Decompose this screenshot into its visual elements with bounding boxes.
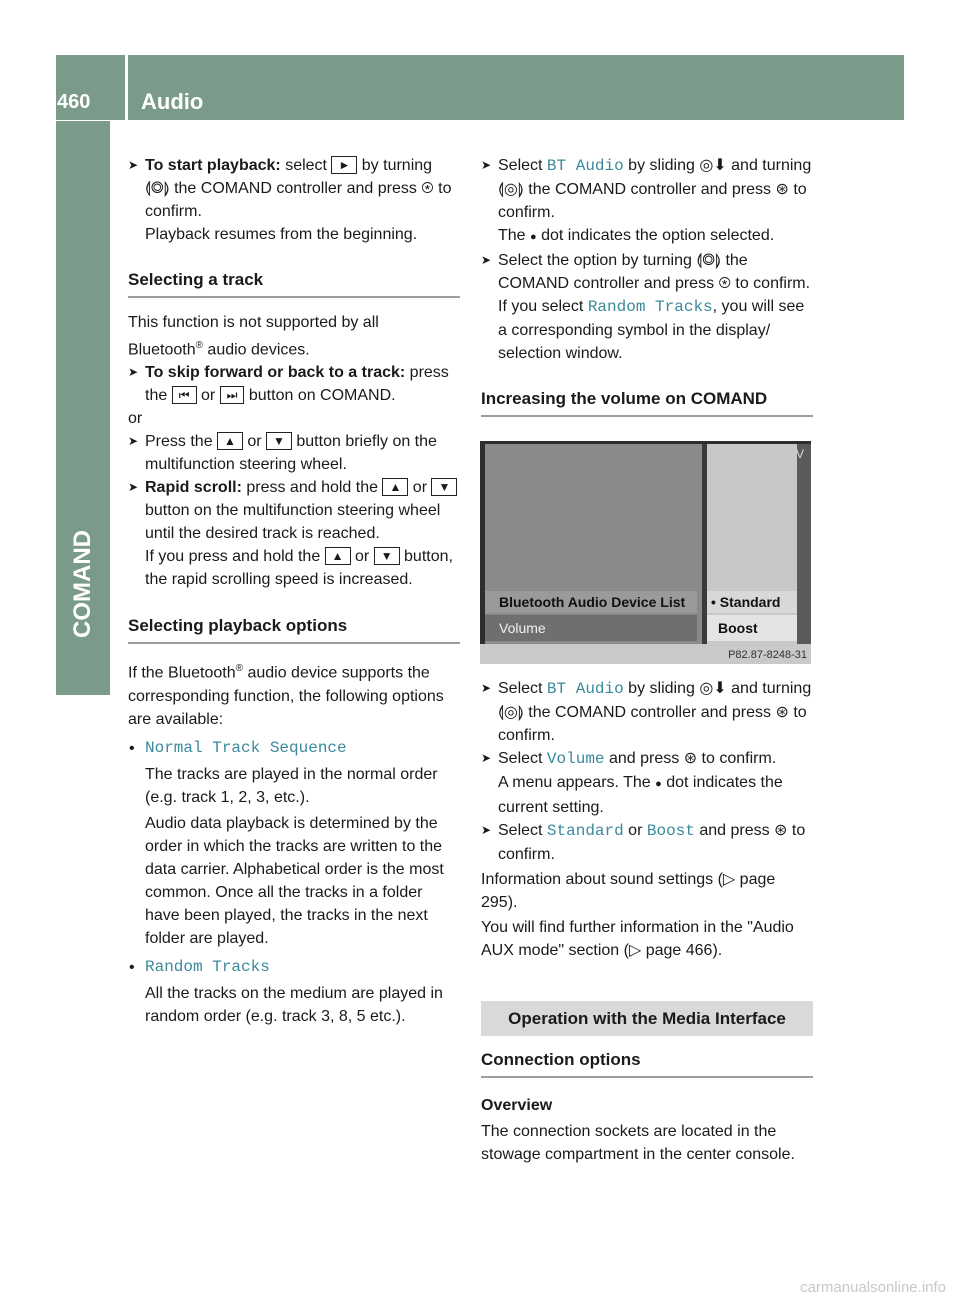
section-banner: Operation with the Media Interface [481,1001,813,1036]
step-arrow-icon: ➤ [128,365,139,380]
option-normal-track-sequence: • Normal Track Sequence The tracks are played in the normal order (e.g. track 1, 2, 3, etc.). Audio data playback is determined by the order in which the tracks are written to the data carrier. Alphabetical order is the most common. Once all the tracks in a folder have been played, the tracks in the next folder are played. [129,738,444,947]
section-title: Audio [141,89,204,114]
down-key-icon: ▼ [374,547,400,565]
step-arrow-icon: ➤ [481,253,492,267]
up-key-icon: ▲ [325,547,351,565]
step-arrow-icon: ➤ [481,823,492,837]
step-arrow-icon: ➤ [481,158,492,172]
play-key-icon: ► [331,156,357,174]
or-text: or [128,410,143,428]
display-right-panel [707,444,797,644]
step-select-volume: ➤ Select Volume and press ⊛ to confirm. A menu appears. The ● dot indicates the current setting. [481,747,813,819]
step-skip-track: ➤ To skip forward or back to a track: press the ⏮ or ⏭ button on COMAND. [128,361,460,407]
heading-connection-options: Connection options [481,1048,813,1078]
step-arrow-icon: ➤ [481,681,492,695]
controller-turn-icon: ⟬◎⟭ [145,180,170,197]
step-arrow-icon: ➤ [128,434,139,449]
step-select-bt-audio: ➤ Select BT Audio by sliding ◎⬇ and turning ⟬◎⟭ the COMAND controller and press ⊛ to confirm. The ● dot indicates the option selected. [481,154,813,249]
heading-overview: Overview [481,1097,553,1114]
display-left-panel [485,444,702,644]
previous-track-icon: ⏮ [172,386,197,404]
step-rapid-scroll: ➤ Rapid scroll: press and hold the ▲ or ▼ button on the multifunction steering wheel until the desired track is reached. If you press and hold the ▲ or ▼ button, the rapid scrolling speed is increased. [128,476,460,591]
display-option-standard: • Standard [707,591,797,613]
image-code: P82.87-8248-31 [728,649,807,661]
up-key-icon: ▲ [382,478,408,496]
comand-display-image [480,441,811,664]
controller-press-icon: ⊛ [683,750,698,767]
display-option-boost: Boost [707,615,797,641]
right-column-lower [481,677,813,1166]
controller-press-icon: ⊛ [774,822,788,839]
bullet-icon: • [129,958,135,976]
dot-icon: ● [655,778,662,790]
right-column [481,154,813,417]
down-key-icon: ▼ [266,432,292,450]
heading-selecting-track: Selecting a track [128,268,460,298]
controller-slide-icon: ◎⬇ [699,680,727,697]
controller-press-icon: ⊛ [775,704,789,721]
step-arrow-icon: ➤ [128,480,139,495]
overview-text: The connection sockets are located in the stowage compartment in the center console. [481,1123,795,1163]
dot-icon: ● [530,231,537,243]
up-key-icon: ▲ [217,432,243,450]
controller-press-icon: ⊛ [421,180,434,197]
info-aux-mode: You will find further information in the "Audio AUX mode" section (▷ page 466). [481,919,794,959]
down-key-icon: ▼ [431,478,457,496]
watermark: carmanualsonline.info [800,1279,946,1296]
step-select-standard-boost: ➤ Select Standard or Boost and press ⊛ to confirm. [481,819,813,866]
left-column [128,154,460,1028]
step-arrow-icon: ➤ [481,751,492,765]
step-start-playback: ➤ To start playback: select ► by turning ⟬◎⟭ the COMAND controller and press ⊛ to confirm. Playback resumes from the beginning. [128,154,460,246]
step-select-option: ➤ Select the option by turning ⟬◎⟭ the COMAND controller and press ⊛ to confirm. If you select Random Tracks, you will see a corresponding symbol in the display/ selection window. [481,249,813,365]
controller-turn-icon: ⟬◎⟭ [498,181,524,198]
track-intro: This function is not supported by all Bluetooth® audio devices. [128,314,379,359]
display-corner-mark: V [796,447,805,461]
controller-turn-icon: ⟬◎⟭ [696,252,721,269]
step-arrow-icon: ➤ [128,158,139,172]
next-track-icon: ⏭ [220,386,245,404]
page-number: 460 [57,91,91,113]
heading-playback-options: Selecting playback options [128,614,460,644]
option-random-tracks: • Random Tracks All the tracks on the medium are played in random order (e.g. track 3, 8, 5 etc.). [129,957,443,1025]
chapter-label: COMAND [69,530,96,638]
info-sound-settings: Information about sound settings (▷ page 295). [481,871,776,911]
display-menu-bt-device-list: Bluetooth Audio Device List [485,591,697,613]
controller-press-icon: ⊛ [775,181,789,198]
controller-slide-icon: ◎⬇ [699,157,727,174]
controller-press-icon: ⊛ [718,275,731,292]
controller-turn-icon: ⟬◎⟭ [498,704,524,721]
display-menu-volume: Volume [485,615,697,641]
bullet-icon: • [129,739,135,757]
header-divider [125,55,128,120]
options-intro: If the Bluetooth® audio device supports the corresponding function, the following options are available: [128,663,444,728]
step-press-steering: ➤ Press the ▲ or ▼ button briefly on the multifunction steering wheel. [128,430,460,476]
heading-increasing-volume: Increasing the volume on COMAND [481,387,813,417]
step-select-bt-audio-2: ➤ Select BT Audio by sliding ◎⬇ and turning ⟬◎⟭ the COMAND controller and press ⊛ to confirm. [481,677,813,747]
